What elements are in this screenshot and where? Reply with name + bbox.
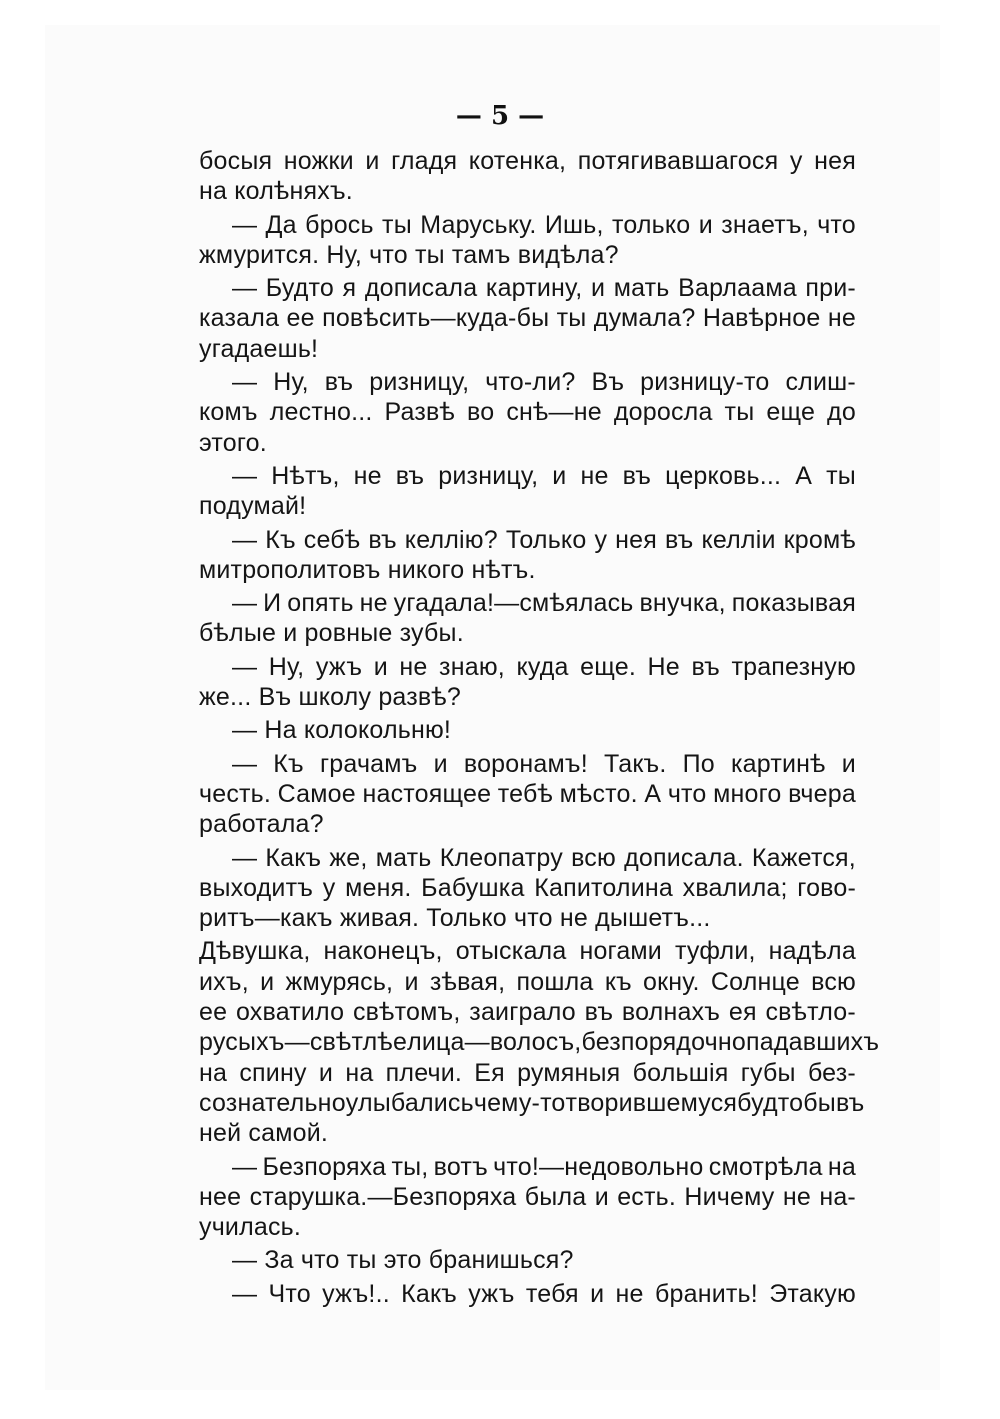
word: румяныя — [517, 1058, 621, 1087]
word: въ — [324, 368, 354, 397]
word: ризницу, — [369, 368, 470, 397]
word: мать — [613, 274, 670, 303]
word: грачамъ — [319, 749, 418, 778]
word: ее — [286, 304, 315, 333]
word: на — [345, 1058, 374, 1087]
word: надѣла — [768, 937, 856, 966]
word: въ — [395, 461, 425, 490]
text-line — [199, 967, 856, 997]
word: Клеопатру — [439, 843, 563, 872]
text-line — [199, 1058, 856, 1088]
word: во — [467, 398, 495, 427]
word: — — [232, 274, 258, 303]
word: есть. — [617, 1182, 677, 1211]
word: отыскала — [455, 937, 567, 966]
text-line — [199, 525, 856, 555]
word: котенка, — [468, 147, 567, 175]
text-line: работала? — [199, 810, 324, 839]
word: на — [199, 1058, 228, 1087]
text-line — [199, 1152, 856, 1182]
word: думала? — [593, 304, 696, 333]
word: ты — [724, 398, 755, 427]
word: не — [580, 461, 609, 490]
word: нея — [814, 147, 856, 175]
word: Будто — [265, 274, 334, 303]
word: безпорядочно — [581, 1028, 746, 1057]
word: ужъ — [468, 1279, 515, 1308]
text-line — [199, 843, 856, 873]
text-line — [199, 461, 856, 491]
text-line — [199, 749, 856, 779]
text-line: — За что ты это бранишься? — [232, 1246, 574, 1275]
word: — — [232, 461, 258, 490]
word: показывая — [731, 589, 856, 618]
word: въ — [835, 1088, 865, 1117]
word: настоящее — [362, 779, 492, 808]
text-line: ритъ—какъ живая. Только что не дышетъ... — [199, 904, 711, 933]
word: окну. — [643, 967, 700, 996]
word: плечи. — [385, 1058, 463, 1087]
word: — — [232, 525, 258, 554]
word: волосъ, — [489, 1028, 582, 1057]
word: — — [232, 843, 258, 872]
word: у — [322, 873, 336, 902]
word: Ея — [474, 1058, 505, 1087]
word: Безпоряха — [262, 1152, 387, 1181]
word: охватило — [235, 998, 345, 1027]
word: Варлаама — [678, 274, 797, 303]
word: въ — [622, 461, 652, 490]
text-line — [199, 936, 856, 966]
word: у — [789, 147, 803, 175]
word: нее — [199, 1182, 242, 1211]
word: и — [594, 1182, 609, 1211]
word: внучка, — [639, 589, 726, 618]
word: и — [552, 461, 567, 490]
word: жмурясь, — [285, 967, 394, 996]
text-line: — На колокольню! — [232, 716, 452, 745]
word: И — [263, 589, 282, 618]
word: Что — [268, 1279, 311, 1308]
word: и — [841, 749, 856, 778]
word: смотрѣла — [708, 1152, 823, 1181]
word: не — [782, 1182, 811, 1211]
word: что-ли? — [485, 368, 576, 397]
word: вотъ — [433, 1152, 488, 1181]
word: ты — [826, 461, 856, 490]
text-line: митрополитовъ никого нѣтъ. — [199, 555, 536, 584]
word: ихъ, — [199, 967, 249, 996]
word: комъ — [199, 398, 258, 427]
word: не — [359, 589, 388, 618]
word: бы — [803, 1088, 836, 1117]
word: ризницу, — [438, 461, 539, 490]
text-line: этого. — [199, 428, 267, 457]
word: наконецъ, — [323, 937, 443, 966]
word: — — [232, 368, 258, 397]
word: была — [524, 1182, 587, 1211]
word: Только — [505, 525, 587, 554]
word: опять — [287, 589, 354, 618]
word: и — [260, 967, 275, 996]
word: гладя — [391, 147, 458, 175]
word: заиграло — [469, 998, 576, 1027]
word: ужъ — [315, 652, 363, 681]
word: снѣ—не — [506, 398, 602, 427]
word: А — [644, 779, 662, 808]
word: Къ — [273, 749, 304, 778]
word: Не — [647, 652, 680, 681]
text-line: на колѣняхъ. — [199, 177, 353, 206]
word: бранить! — [654, 1279, 758, 1308]
word: казала — [199, 304, 280, 333]
word: Солнце — [710, 967, 800, 996]
word: Капитолина — [534, 873, 673, 902]
text-line — [199, 210, 856, 240]
word: келлiи — [701, 525, 776, 554]
text-line — [199, 1027, 880, 1057]
word: не — [615, 1279, 644, 1308]
word: что — [667, 779, 707, 808]
word: вчера — [788, 779, 856, 808]
word: губы — [740, 1058, 796, 1087]
text-line — [199, 303, 856, 333]
word: Такъ. — [603, 749, 667, 778]
text-line: училась. — [199, 1213, 302, 1242]
word: — — [232, 589, 258, 618]
word: не — [353, 461, 382, 490]
word: Самое — [277, 779, 356, 808]
word: лестно... — [269, 398, 373, 427]
word: ты, — [391, 1152, 429, 1181]
word: и — [590, 274, 606, 303]
word: трапезную — [731, 652, 856, 681]
word: творившемуся — [565, 1088, 738, 1117]
word: въ — [584, 998, 614, 1027]
word: повѣсить—куда-бы — [322, 304, 550, 333]
word: ее — [199, 998, 228, 1027]
text-line — [199, 397, 856, 427]
word: меня. — [345, 873, 412, 902]
word: ты — [556, 304, 587, 333]
word: дописала — [364, 274, 478, 303]
word: тебѣ — [497, 779, 553, 808]
word: — — [232, 210, 258, 239]
word: туфли, — [674, 937, 756, 966]
word: ножки — [283, 147, 354, 175]
word: церковь... — [665, 461, 782, 490]
word: сознательно — [199, 1088, 346, 1117]
word: падавшихъ — [746, 1028, 880, 1057]
body-text — [199, 146, 880, 1309]
word: Кажется, — [751, 843, 856, 872]
word: — — [232, 749, 258, 778]
word: хвалила; — [682, 873, 788, 902]
word: келлiю? — [404, 525, 498, 554]
word: же, — [329, 843, 368, 872]
word: кромѣ — [783, 525, 856, 554]
word: доросла — [613, 398, 713, 427]
word: и — [365, 147, 380, 175]
text-line — [199, 1279, 856, 1309]
word: картинѣ — [730, 749, 826, 778]
text-line: бѣлые и ровные зубы. — [199, 619, 464, 648]
word: картину, — [485, 274, 583, 303]
word: улыбались — [345, 1088, 474, 1117]
word: знаетъ, — [721, 210, 809, 239]
word: нея — [615, 525, 657, 554]
word: Ничему — [684, 1182, 775, 1211]
word: По — [682, 749, 715, 778]
word: всю — [571, 843, 616, 872]
word: ризницу-то — [640, 368, 770, 397]
word: Маруську. — [420, 210, 537, 239]
word: спину — [239, 1058, 307, 1087]
word: и — [433, 749, 448, 778]
word: я — [342, 274, 357, 303]
word: на- — [819, 1182, 856, 1211]
word: не — [399, 652, 428, 681]
word: на — [827, 1152, 856, 1181]
word: мать — [375, 843, 432, 872]
word: —свѣтлѣе — [284, 1028, 408, 1057]
word: старушка.—Безпоряха — [249, 1182, 517, 1211]
word: еще. — [580, 652, 637, 681]
word: ея — [728, 998, 757, 1027]
word: выходитъ — [199, 873, 314, 902]
word: босыя — [199, 147, 273, 175]
word: у — [594, 525, 608, 554]
word: — — [232, 1152, 258, 1181]
word: Навѣрное — [702, 304, 821, 333]
word: — — [232, 652, 258, 681]
text-line — [199, 588, 856, 618]
word: зѣвая, — [429, 967, 506, 996]
word: ужъ!.. — [322, 1279, 390, 1308]
word: мѣсто. — [559, 779, 638, 808]
text-line — [199, 273, 856, 303]
text-line — [199, 652, 856, 682]
word: брось — [305, 210, 374, 239]
word: дописала. — [624, 843, 744, 872]
word: что!—недовольно — [493, 1152, 704, 1181]
word: Какъ — [401, 1279, 457, 1308]
word: и — [404, 967, 419, 996]
word: А — [795, 461, 813, 490]
word: воронамъ! — [463, 749, 588, 778]
word: еще — [766, 398, 816, 427]
word: чему-то — [473, 1088, 566, 1117]
word: русыхъ — [199, 1028, 285, 1057]
word: свѣтло- — [765, 998, 856, 1027]
word: и — [698, 210, 713, 239]
word: большiя — [632, 1058, 729, 1087]
word: ты — [382, 210, 412, 239]
text-line — [199, 146, 856, 176]
word: Ну, — [268, 652, 305, 681]
word: ногами — [579, 937, 662, 966]
text-line — [199, 779, 856, 809]
word: въ — [691, 652, 720, 681]
word: гово- — [797, 873, 856, 902]
word: Нѣтъ, — [271, 461, 340, 490]
word: Дѣвушка, — [199, 937, 311, 966]
word: и — [373, 652, 388, 681]
word: честь. — [199, 779, 272, 808]
word: всю — [811, 967, 856, 996]
word: при- — [805, 274, 856, 303]
word: Этакую — [769, 1279, 856, 1308]
word: себѣ — [303, 525, 361, 554]
word: тебя — [525, 1279, 579, 1308]
word: Къ — [265, 525, 296, 554]
word: Развѣ — [384, 398, 456, 427]
word: до — [827, 398, 856, 427]
word: без- — [807, 1058, 856, 1087]
text-line — [199, 1182, 856, 1212]
word: Ну, — [273, 368, 309, 397]
word: знаю, — [439, 652, 505, 681]
word: и — [590, 1279, 605, 1308]
word: Въ — [591, 368, 625, 397]
word: потягивавшагося — [577, 147, 779, 175]
word: много — [713, 779, 782, 808]
word: будто — [737, 1088, 804, 1117]
text-line: ней самой. — [199, 1119, 329, 1148]
text-line: подумай! — [199, 492, 307, 521]
word: Да — [265, 210, 297, 239]
text-line: же... Въ школу развѣ? — [199, 683, 462, 712]
word: слиш- — [785, 368, 856, 397]
word: волнахъ — [621, 998, 721, 1027]
word: — — [232, 1279, 258, 1308]
text-line — [199, 1088, 865, 1118]
word: пошла — [516, 967, 594, 996]
word: лица— — [407, 1028, 490, 1057]
word: не — [827, 304, 856, 333]
text-line — [199, 873, 856, 903]
word: Бабушка — [421, 873, 525, 902]
word: въ — [368, 525, 397, 554]
word: Какъ — [265, 843, 322, 872]
text-line: угадаешь! — [199, 334, 319, 363]
word: куда — [516, 652, 569, 681]
word: только — [611, 210, 691, 239]
word: что — [817, 210, 856, 239]
page-number: — 5 — — [455, 101, 545, 131]
word: свѣтомъ, — [352, 998, 461, 1027]
text-line — [199, 367, 856, 397]
word: къ — [604, 967, 632, 996]
text-line: жмурится. Ну, что ты тамъ видѣла? — [199, 240, 619, 269]
text-line — [199, 997, 856, 1027]
word: угадала!—смѣялась — [393, 589, 634, 618]
word: Ишь, — [544, 210, 604, 239]
word: и — [318, 1058, 334, 1087]
word: въ — [664, 525, 694, 554]
